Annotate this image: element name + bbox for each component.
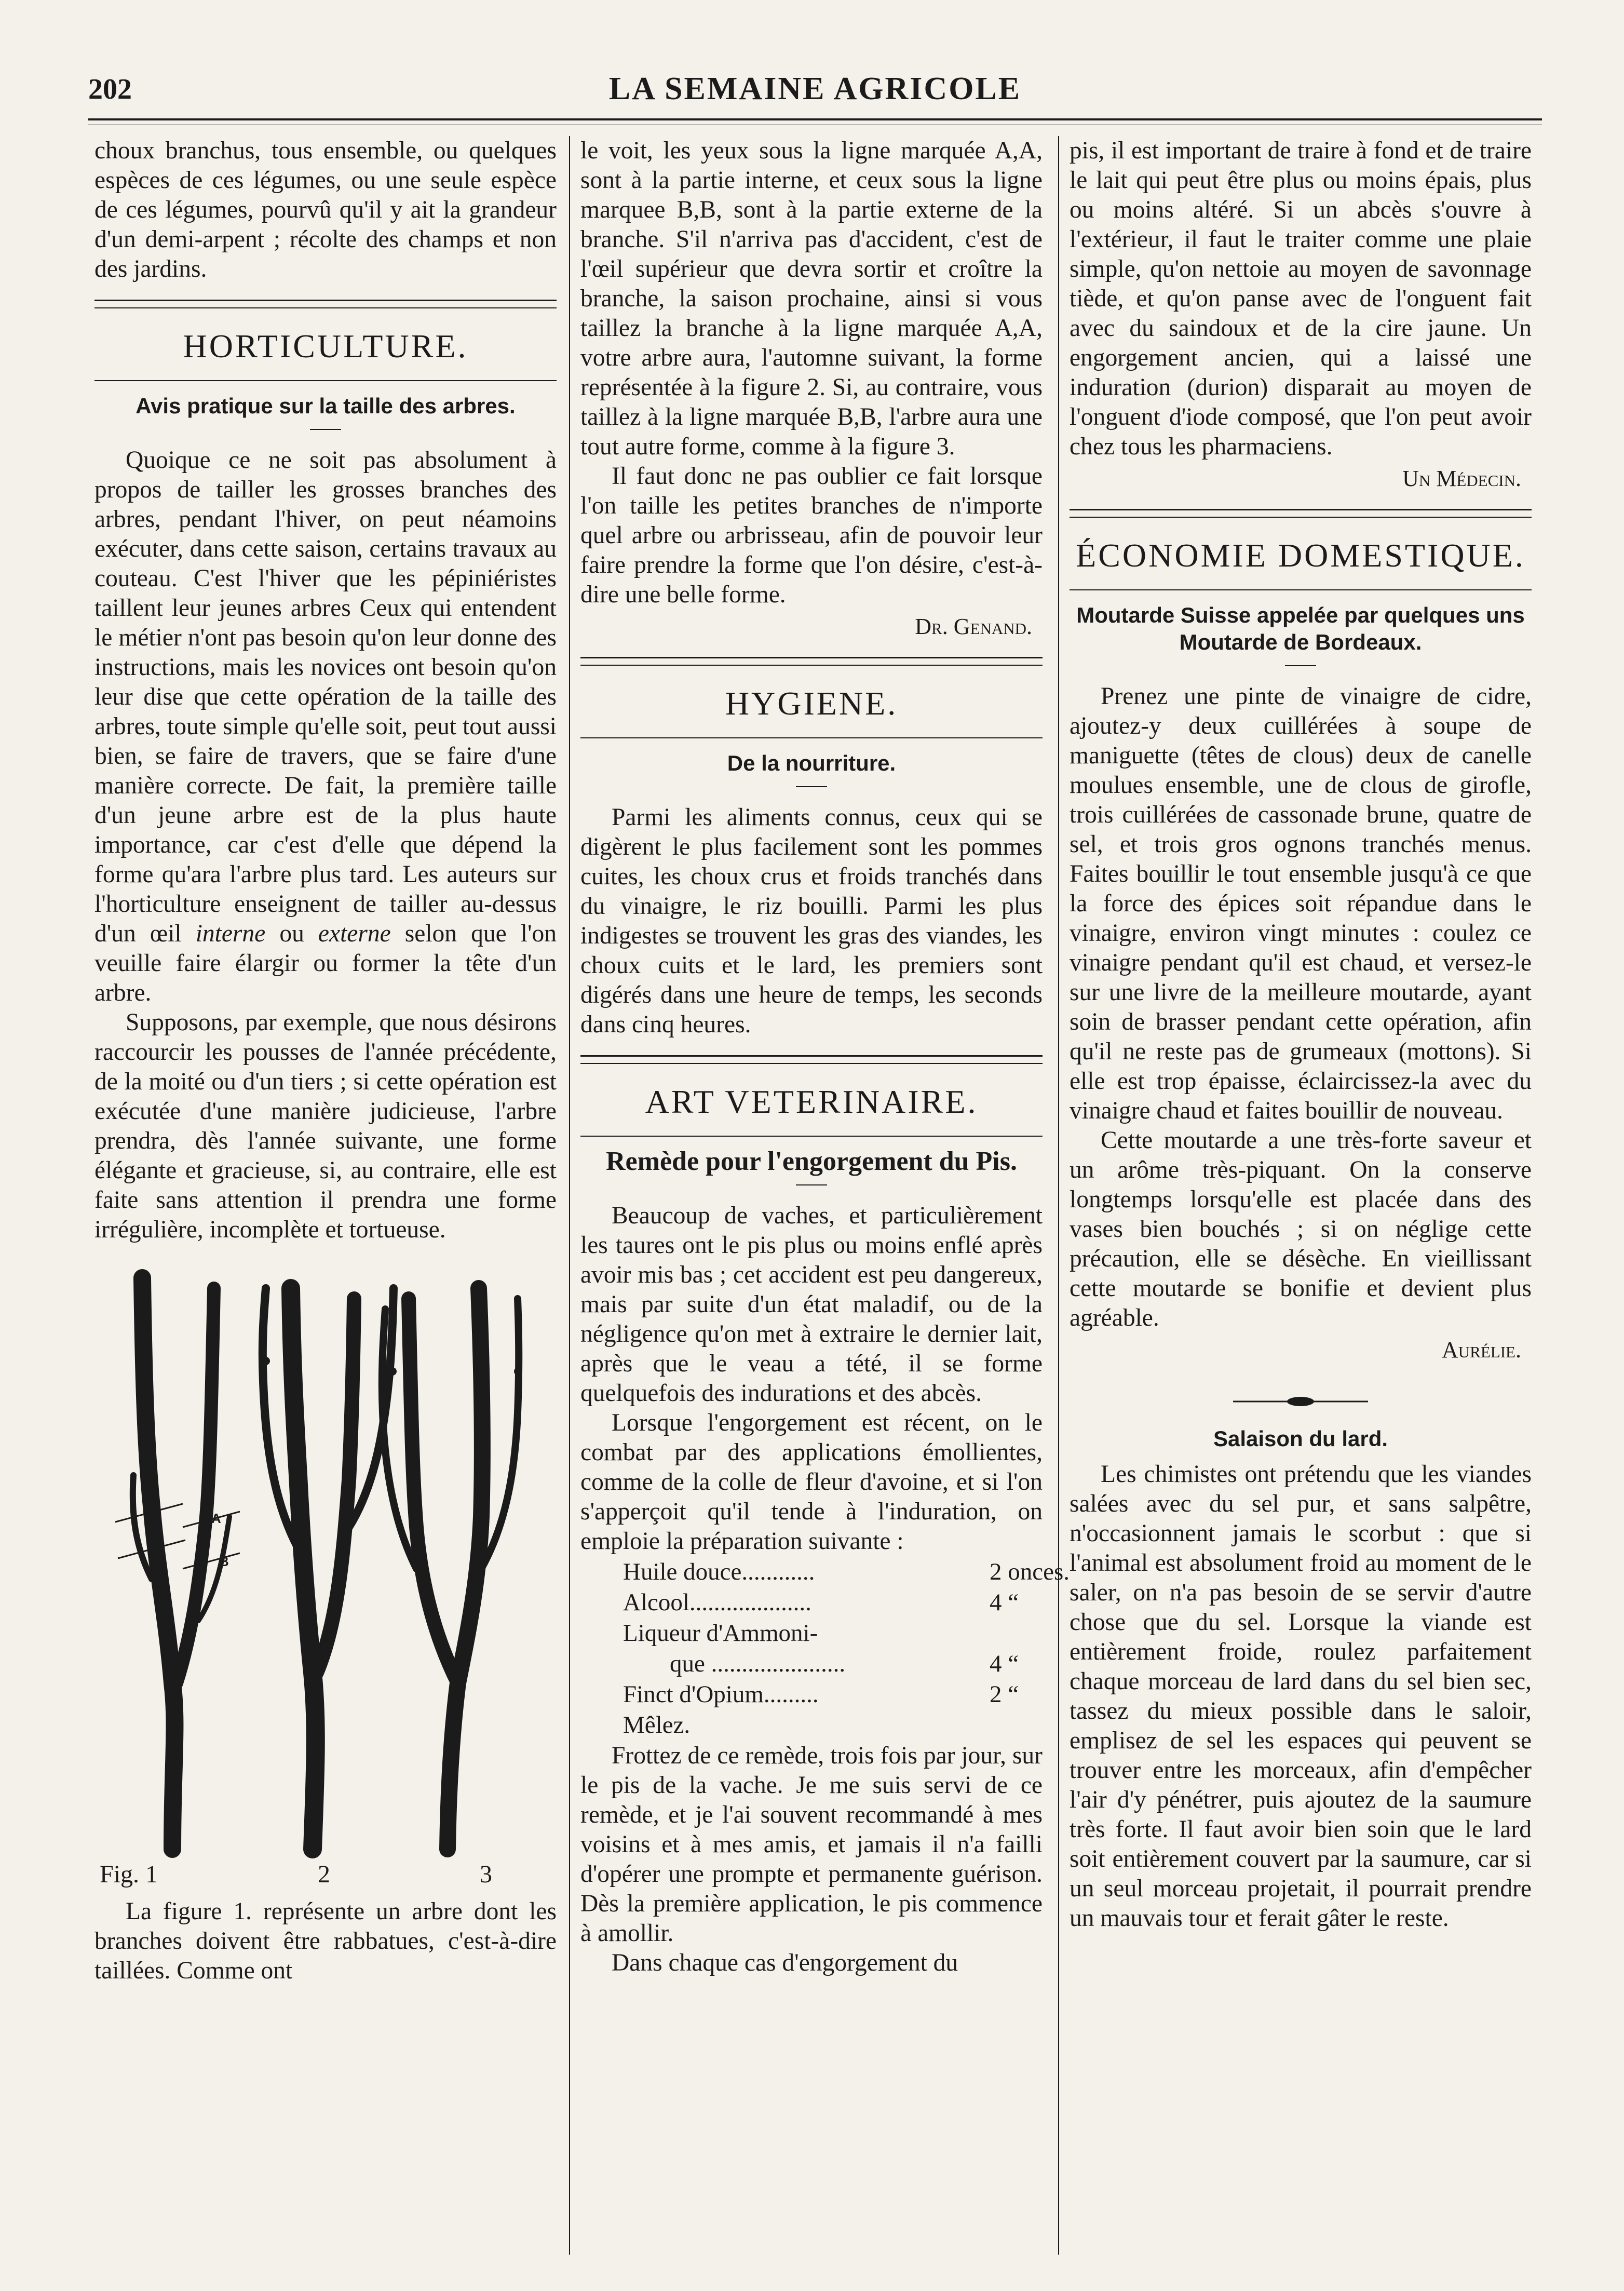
section-rule bbox=[580, 657, 1043, 666]
pruning-figure bbox=[94, 1257, 557, 1859]
page-header bbox=[88, 68, 1542, 114]
paragraph: Prenez une pinte de vinaigre de cidre, ajoutez-y deux cuillérées à soupe de maniguette (têtes de clous) deux de canelle moulues ensemble, une de clous de girofle, trois cuillérées de cassonade brune, quatre de sel, et trois gros ognons tranchés menus. Faites bouillir le tout ensemble jusqu'à ce que la force des épices soit répandue dans le vinaigre, environ vingt minutes : coulez ce vinaigre pendant qu'il est chaud, et versez-le sur une livre de la meilleure moutarde, ayant soin de brasser pendant cette opération, afin qu'il ne reste pas de grumeaux (mottons). Si elle est trop épaisse, éclaircissez-la avec du vinaigre chaud et faites bouillir de nouveau. bbox=[1070, 683, 1532, 1124]
section-rule bbox=[94, 300, 557, 308]
header-rule bbox=[88, 118, 1542, 120]
column-2 bbox=[580, 136, 1070, 2255]
recipe-row bbox=[623, 1557, 1083, 1587]
recipe-qty bbox=[984, 1710, 1083, 1740]
figure-captions bbox=[94, 1859, 557, 1897]
recipe-row bbox=[623, 1710, 1083, 1740]
figure-label-2: 2 bbox=[318, 1861, 330, 1888]
recipe-qty: 4 “ bbox=[990, 1589, 1019, 1616]
text-run: Quoique ce ne soit pas absolument à propos de tailler les grosses branches des arbres, pendant l'hiver, on peut néamoins exécuter, dans cette saison, certains travaux au couteau. C'est l'hiver que les pépiniéristes taillent leur jeunes arbres Ceux qui entendent le métier n'ont pas besoin qu'on leur donne des instructions, mais les novices ont besoin qu'on leur dise que cette opération de la taille des arbres, toute simple qu'elle soit, peut tout aussi bien, se faire de travers, que se faire d'une manière correcte. De fait, la première taille d'un jeune arbre est de la plus haute importance, car c'est d'elle que dépend la forme qu'ara l'arbre plus tard. Les auteurs sur l'horticulture enseignent de tailler au-dessus d'un œil bbox=[94, 447, 557, 947]
recipe-item: Alcool.................... bbox=[623, 1589, 811, 1616]
article-title: Salaison du lard. bbox=[1213, 1426, 1388, 1451]
paragraph: Beaucoup de vaches, et particulièrement les taures ont le pis plus ou moins enflé après avoir mis bas ; cet accident est peu dangereux, mais par suite d'un état maladif, ou de la négligence qu'on met à extraire le dernier lait, après que le veau a tété, il se forme quelquefois des indurations et des abcès. bbox=[580, 1202, 1043, 1407]
paragraph: Parmi les aliments connus, ceux qui se digèrent le plus facilement sont les pommes cuites, les choux crus et froids tranchés dans du vinaigre, le riz bouilli. Parmi les plus indigestes se trouvent les gras des viandes, les choux cuits et le lard, les premiers sont digérés dans une heure de temps, les seconds dans cinq heures. bbox=[580, 804, 1043, 1038]
divider bbox=[580, 1136, 1043, 1137]
paragraph bbox=[94, 446, 557, 1008]
mark-b: B bbox=[152, 1541, 161, 1556]
paragraph: La figure 1. représente un arbre dont les branches doivent être rabbatues, c'est-à-dire taillées. Comme ont bbox=[94, 1898, 557, 1984]
figure-label-3: 3 bbox=[480, 1861, 492, 1888]
recipe-item: que ...................... bbox=[670, 1650, 846, 1677]
paragraph: Frottez de ce remède, trois fois par jour, sur le pis de la vache. Je me suis servi de ce remède, et je l'ai souvent recommandé à mes voisins et à mes amis, et jamais il n'a failli d'opérer une prompte et permanente guérison. Dès la première application, le pis commence à amollir. bbox=[580, 1742, 1043, 1947]
author-signature: Aurélie. bbox=[1442, 1337, 1521, 1363]
journal-title: LA SEMAINE AGRICOLE bbox=[608, 71, 1022, 106]
mark-a: A bbox=[211, 1511, 221, 1526]
recipe-qty: 2 onces. bbox=[990, 1558, 1070, 1585]
divider bbox=[580, 737, 1043, 738]
figure-label-1: Fig. 1 bbox=[100, 1861, 158, 1888]
section-rule bbox=[580, 1055, 1043, 1064]
recipe-item: Finct d'Opium......... bbox=[623, 1681, 819, 1708]
author-signature: Dr. Genand. bbox=[915, 614, 1032, 639]
paragraph: Il faut donc ne pas oublier ce fait lorsque l'on taille les petites branches de n'importe quel arbre ou arbrisseau, afin de pouvoir leur faire prendre la forme que l'on désire, c'est-à-dire une belle forme. bbox=[580, 463, 1043, 608]
paragraph: Les chimistes ont prétendu que les viandes salées avec du sel pur, et sans salpêtre, n'occasionnent jamais le scorbut : que si l'animal est absolument froid au moment de le saler, on n'a pas besoin de se servir d'autre chose que du sel. Lorsque la viande est entièrement froide, roulez parfaitement chaque morceau de lard dans du sel bien sec, tassez du mieux possible dans le saloir, emplisez de sel les espaces qui peuvent se trouver entre les morceaux, afin d'empêcher l'air d'y pénétrer, puis ajoutez de la saumure très forte. Il faut avoir bien soin que le lard soit entièrement couvert par la saumure, car si un seul morceau projetait, il pourrait prendre un mauvais tour et ferait gâter le reste. bbox=[1070, 1461, 1532, 1932]
mark-a: A bbox=[144, 1499, 154, 1515]
paragraph: Dans chaque cas d'engorgement du bbox=[612, 1949, 958, 1976]
title-dash bbox=[796, 786, 827, 787]
title-dash bbox=[1285, 665, 1316, 666]
text-emphasis: externe bbox=[318, 920, 391, 947]
paragraph: Lorsque l'engorgement est récent, on le combat par des applications émollientes, comme de la colle de fleur d'avoine, et si l'on s'apperçoit qu'il tende à l'induration, on emploie la préparation suivante : bbox=[580, 1409, 1043, 1555]
article-title: Remède pour l'engorgement du Pis. bbox=[606, 1147, 1017, 1176]
article-title: Moutarde Suisse appelée par quelques uns Moutarde de Bordeaux. bbox=[1076, 603, 1525, 654]
paragraph: Cette moutarde a une très-forte saveur et un arôme très-piquant. On la conserve longtemps lorsqu'elle est placée dans des vases bien bouchés ; si on néglige cette précaution, elle se désèche. En vieillissant cette moutarde se bonifie et devient plus agréable. bbox=[1070, 1127, 1532, 1331]
recipe-item: Mêlez. bbox=[623, 1711, 691, 1739]
title-dash bbox=[310, 429, 341, 430]
section-title-hygiene: HYGIENE. bbox=[725, 685, 898, 722]
section-title-economie: ÉCONOMIE DOMESTIQUE. bbox=[1076, 537, 1525, 574]
recipe-row bbox=[623, 1680, 1083, 1709]
text-emphasis: interne bbox=[195, 920, 266, 947]
article-title: Avis pratique sur la taille des arbres. bbox=[136, 394, 516, 418]
tree-branches-illustration bbox=[94, 1257, 557, 1859]
paragraph: Supposons, par exemple, que nous désirons raccourcir les pousses de l'année précédente, de la moité ou d'un tiers ; si cette opération est exécutée d'une manière judicieuse, l'arbre prendra, dès l'année suivante, une forme élégante et gracieuse, si, au contraire, elle est faite sans attention il prendra une forme irrégulière, incomplète et tortueuse. bbox=[94, 1009, 557, 1243]
recipe-row bbox=[623, 1649, 1083, 1679]
column-3 bbox=[1070, 136, 1532, 2255]
author-signature: Un Médecin. bbox=[1402, 466, 1521, 491]
title-dash bbox=[796, 1184, 827, 1185]
section-title-veterinary: ART VETERINAIRE. bbox=[645, 1083, 978, 1120]
ornament-icon bbox=[1223, 1395, 1378, 1408]
mark-b: B bbox=[219, 1554, 229, 1569]
recipe-table bbox=[622, 1556, 1084, 1741]
recipe-qty bbox=[984, 1619, 1083, 1648]
paragraph: le voit, les yeux sous la ligne marquée A,A, sont à la partie interne, et ceux sous la ligne marquee B,B, sont à la partie externe de la branche. S'il n'arriva pas d'accident, c'est de l'œil supérieur que devra sortir et croître la branche, la saison prochaine, ainsi si vous taillez la branche à la ligne marquée A,A, votre arbre aura, l'automne suivant, la forme représentée à la figure 2. Si, au contraire, vous taillez à la ligne marquée B,B, l'arbre aura une tout autre forme, comme à la figure 3. bbox=[580, 137, 1043, 460]
recipe-qty: 2 “ bbox=[990, 1681, 1019, 1708]
ornament-divider bbox=[1070, 1385, 1532, 1415]
recipe-item: Liqueur d'Ammoni- bbox=[623, 1620, 818, 1647]
recipe-row bbox=[623, 1619, 1083, 1648]
recipe-row bbox=[623, 1588, 1083, 1618]
divider bbox=[94, 380, 557, 381]
text-run: selon que l'on veuille faire élargir ou former la tête d'un arbre. bbox=[94, 920, 557, 1006]
column-1 bbox=[94, 136, 557, 2255]
recipe-item: Huile douce............ bbox=[623, 1558, 815, 1585]
recipe-qty: 4 “ bbox=[990, 1650, 1019, 1677]
section-rule bbox=[1070, 509, 1532, 518]
text-run: ou bbox=[279, 920, 304, 947]
article-title: De la nourriture. bbox=[727, 751, 896, 775]
column-divider bbox=[569, 136, 570, 2255]
paragraph: pis, il est important de traire à fond et de traire le lait qui peut être plus ou moins épais, plus ou moins altéré. Si un abcès s'ouvre à l'extérieur, il faut le traiter comme une plaie simple, qu'on nettoie au moyen de savonnage tiède, et qu'on panse avec de l'onguent fait avec du saindoux et de la cire jaune. Un engorgement ancien, qui a laissé une induration (durion) disparait au moyen de l'onguent d'iode composé, que l'on peut avoir chez tous les pharmaciens. bbox=[1070, 137, 1532, 460]
column-divider bbox=[1058, 136, 1059, 2255]
divider bbox=[1070, 589, 1532, 590]
section-title-horticulture: HORTICULTURE. bbox=[183, 328, 468, 365]
paragraph: choux branchus, tous ensemble, ou quelques espèces de ces légumes, ou une seule espèce de ces légumes, pourvû qu'il y ait la grandeur d'un demi-arpent ; récolte des champs et non des jardins. bbox=[94, 137, 557, 282]
page-number: 202 bbox=[88, 73, 132, 105]
